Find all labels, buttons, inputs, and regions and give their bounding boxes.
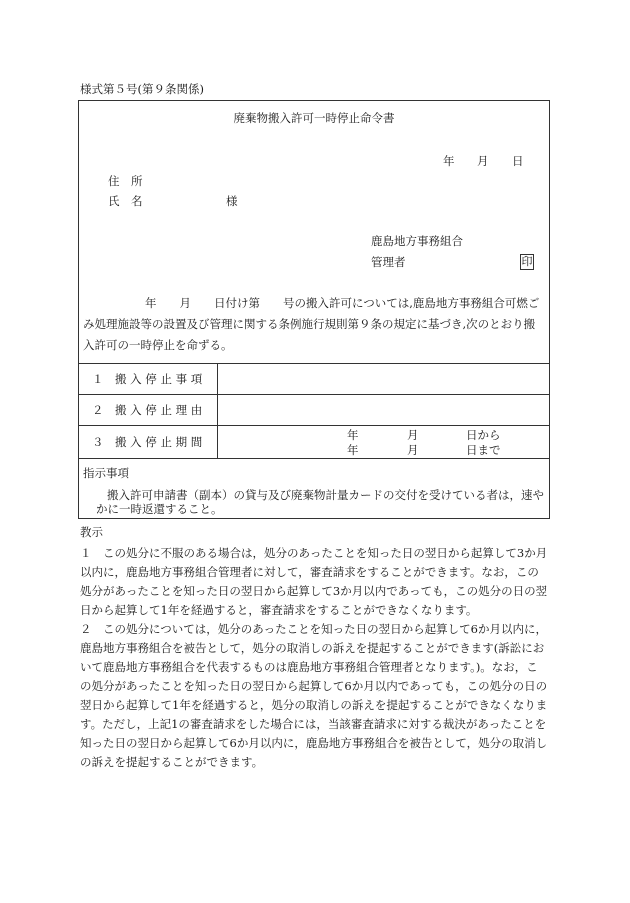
date-month-label: 月 — [477, 154, 489, 168]
seal-mark: 印 — [521, 255, 533, 268]
table-row-label: ２ 搬 入 停 止 理 由 — [92, 403, 203, 417]
table-row-divider — [78, 425, 550, 426]
notice-line: の処分があったことを知った日の翌日から起算して6か月以内であっても，この処分の日の — [80, 679, 548, 693]
period-to-year: 年 — [347, 443, 359, 457]
period-to-day: 日まで — [466, 443, 501, 457]
name-label: 氏 名 — [108, 194, 143, 208]
notice-line: １ この処分に不服のある場合は，処分のあったことを知った日の翌日から起算して3か月 — [80, 546, 548, 560]
instructions-heading: 指示事項 — [83, 466, 129, 480]
table-column-divider — [217, 363, 218, 458]
instructions-line-1: 搬入許可申請書（副本）の貸与及び廃棄物計量カードの交付を受けている者は，速や — [107, 488, 544, 502]
notice-line: す。ただし，上記1の審査請求をした場合には，当該審査請求に対する裁決があったことを — [80, 717, 547, 731]
body-line-2: み処理施設等の設置及び管理に関する条例施行規則第９条の規定に基づき,次のとおり搬 — [83, 317, 536, 331]
body-line-3: 入許可の一時停止を命ずる。 — [83, 338, 233, 352]
table-row-label: １ 搬 入 停 止 事 項 — [92, 372, 203, 386]
notice-line: 以内に，鹿島地方事務組合管理者に対して，審査請求をすることができます。なお，この — [80, 565, 539, 579]
notice-line: 翌日から起算して1年を経過すると，処分の取消しの訴えを提起することができなくなりま — [80, 698, 548, 712]
form-number-label: 様式第５号(第９条関係) — [80, 82, 204, 96]
notice-line: いて鹿島地方事務組合を代表するものは鹿島地方事務組合管理者となります。)。なお，こ — [80, 660, 538, 674]
honorific-label: 様 — [226, 194, 238, 208]
notice-line: の訴えを提起することができます。 — [80, 755, 264, 769]
table-bottom-border — [78, 458, 550, 459]
period-from-month: 月 — [407, 428, 419, 442]
notice-line: 知った日の翌日から起算して6か月以内に，鹿島地方事務組合を被告として，処分の取消し — [80, 736, 548, 750]
address-label: 住 所 — [108, 174, 143, 188]
instructions-line-2: かに一時返還すること。 — [96, 502, 223, 516]
period-to-month: 月 — [407, 443, 419, 457]
document-title: 廃棄物搬入許可一時停止命令書 — [233, 111, 395, 125]
notice-line: ２ この処分については，処分のあったことを知った日の翌日から起算して6か月以内に， — [80, 622, 547, 636]
issuer-organization: 鹿島地方事務組合 — [371, 234, 463, 248]
table-row-label: ３ 搬 入 停 止 期 間 — [92, 435, 203, 449]
issuer-title: 管理者 — [371, 255, 406, 269]
table-top-border — [78, 363, 550, 364]
date-day-label: 日 — [512, 154, 524, 168]
period-from-year: 年 — [347, 428, 359, 442]
date-year-label: 年 — [443, 154, 455, 168]
notice-heading: 教示 — [80, 525, 103, 539]
notice-line: 鹿島地方事務組合を被告として，処分の取消しの訴えを提起することができます(訴訟にお — [80, 641, 545, 655]
notice-line: 処分があったことを知った日の翌日から起算して3か月以内であっても，この処分の日の翌 — [80, 584, 548, 598]
notice-line: 日から起算して1年を経過すると，審査請求をすることができなくなります。 — [80, 603, 478, 617]
table-row-divider — [78, 394, 550, 395]
body-line-1: 年 月 日付け第 号の搬入許可については,鹿島地方事務組合可燃ご — [145, 296, 540, 310]
period-from-day: 日から — [466, 428, 501, 442]
